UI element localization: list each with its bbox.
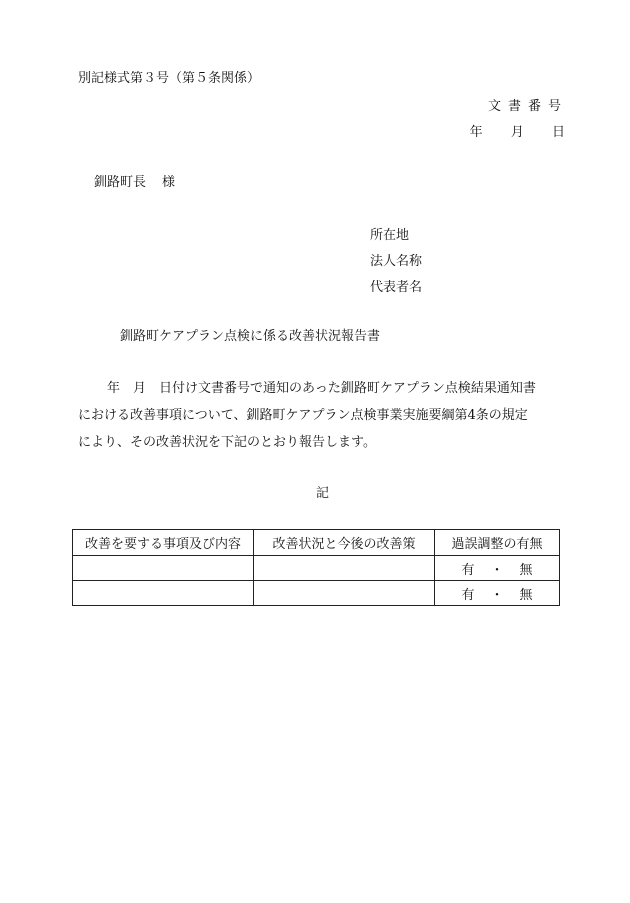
note-heading: 記 xyxy=(316,486,330,501)
adjustment-yes: 有 xyxy=(461,562,475,578)
date-day-label: 日 xyxy=(551,125,565,140)
sender-corporation-label: 法人名称 xyxy=(370,254,423,269)
improvement-table xyxy=(72,529,560,606)
addressee-name: 釧路町長 xyxy=(94,175,147,190)
adjustment-no: 無 xyxy=(519,587,533,603)
addressee-honorific: 様 xyxy=(162,175,176,190)
date-line xyxy=(470,121,565,140)
adjustment-no: 無 xyxy=(519,562,533,578)
date-month-label: 月 xyxy=(510,125,524,140)
table-row xyxy=(73,581,560,606)
body-line-2: における改善事項について、釧路町ケアプラン点検事業実施要綱第4条の規定 xyxy=(78,408,528,423)
body-line-3: により、その改善状況を下記のとおり報告します。 xyxy=(78,435,376,450)
form-label: 別記様式第３号（第５条関係） xyxy=(78,71,261,86)
issue-cell xyxy=(73,556,254,581)
improvement-cell xyxy=(254,556,435,581)
date-year-label: 年 xyxy=(469,125,483,140)
addressee xyxy=(94,171,175,190)
body-text xyxy=(78,375,568,456)
adjustment-cell xyxy=(435,556,560,581)
sender-block xyxy=(370,223,422,301)
table-row xyxy=(73,556,560,581)
sender-representative-label: 代表者名 xyxy=(370,280,423,295)
header-issue: 改善を要する事項及び内容 xyxy=(73,530,254,556)
adjustment-separator: ・ xyxy=(490,562,504,578)
header-improvement: 改善状況と今後の改善策 xyxy=(254,530,435,556)
sender-location-label: 所在地 xyxy=(370,228,410,243)
table-header-row xyxy=(73,530,560,556)
document-title: 釧路町ケアプラン点検に係る改善状況報告書 xyxy=(120,329,381,344)
header-adjustment: 過誤調整の有無 xyxy=(435,530,560,556)
document-number-label: 文書番号 xyxy=(487,99,568,114)
adjustment-cell xyxy=(435,581,560,606)
adjustment-separator: ・ xyxy=(490,587,504,603)
improvement-cell xyxy=(254,581,435,606)
issue-cell xyxy=(73,581,254,606)
adjustment-yes: 有 xyxy=(461,587,475,603)
body-line-1: 年 月 日付け文書番号で通知のあった釧路町ケアプラン点検結果通知書 xyxy=(107,381,536,396)
